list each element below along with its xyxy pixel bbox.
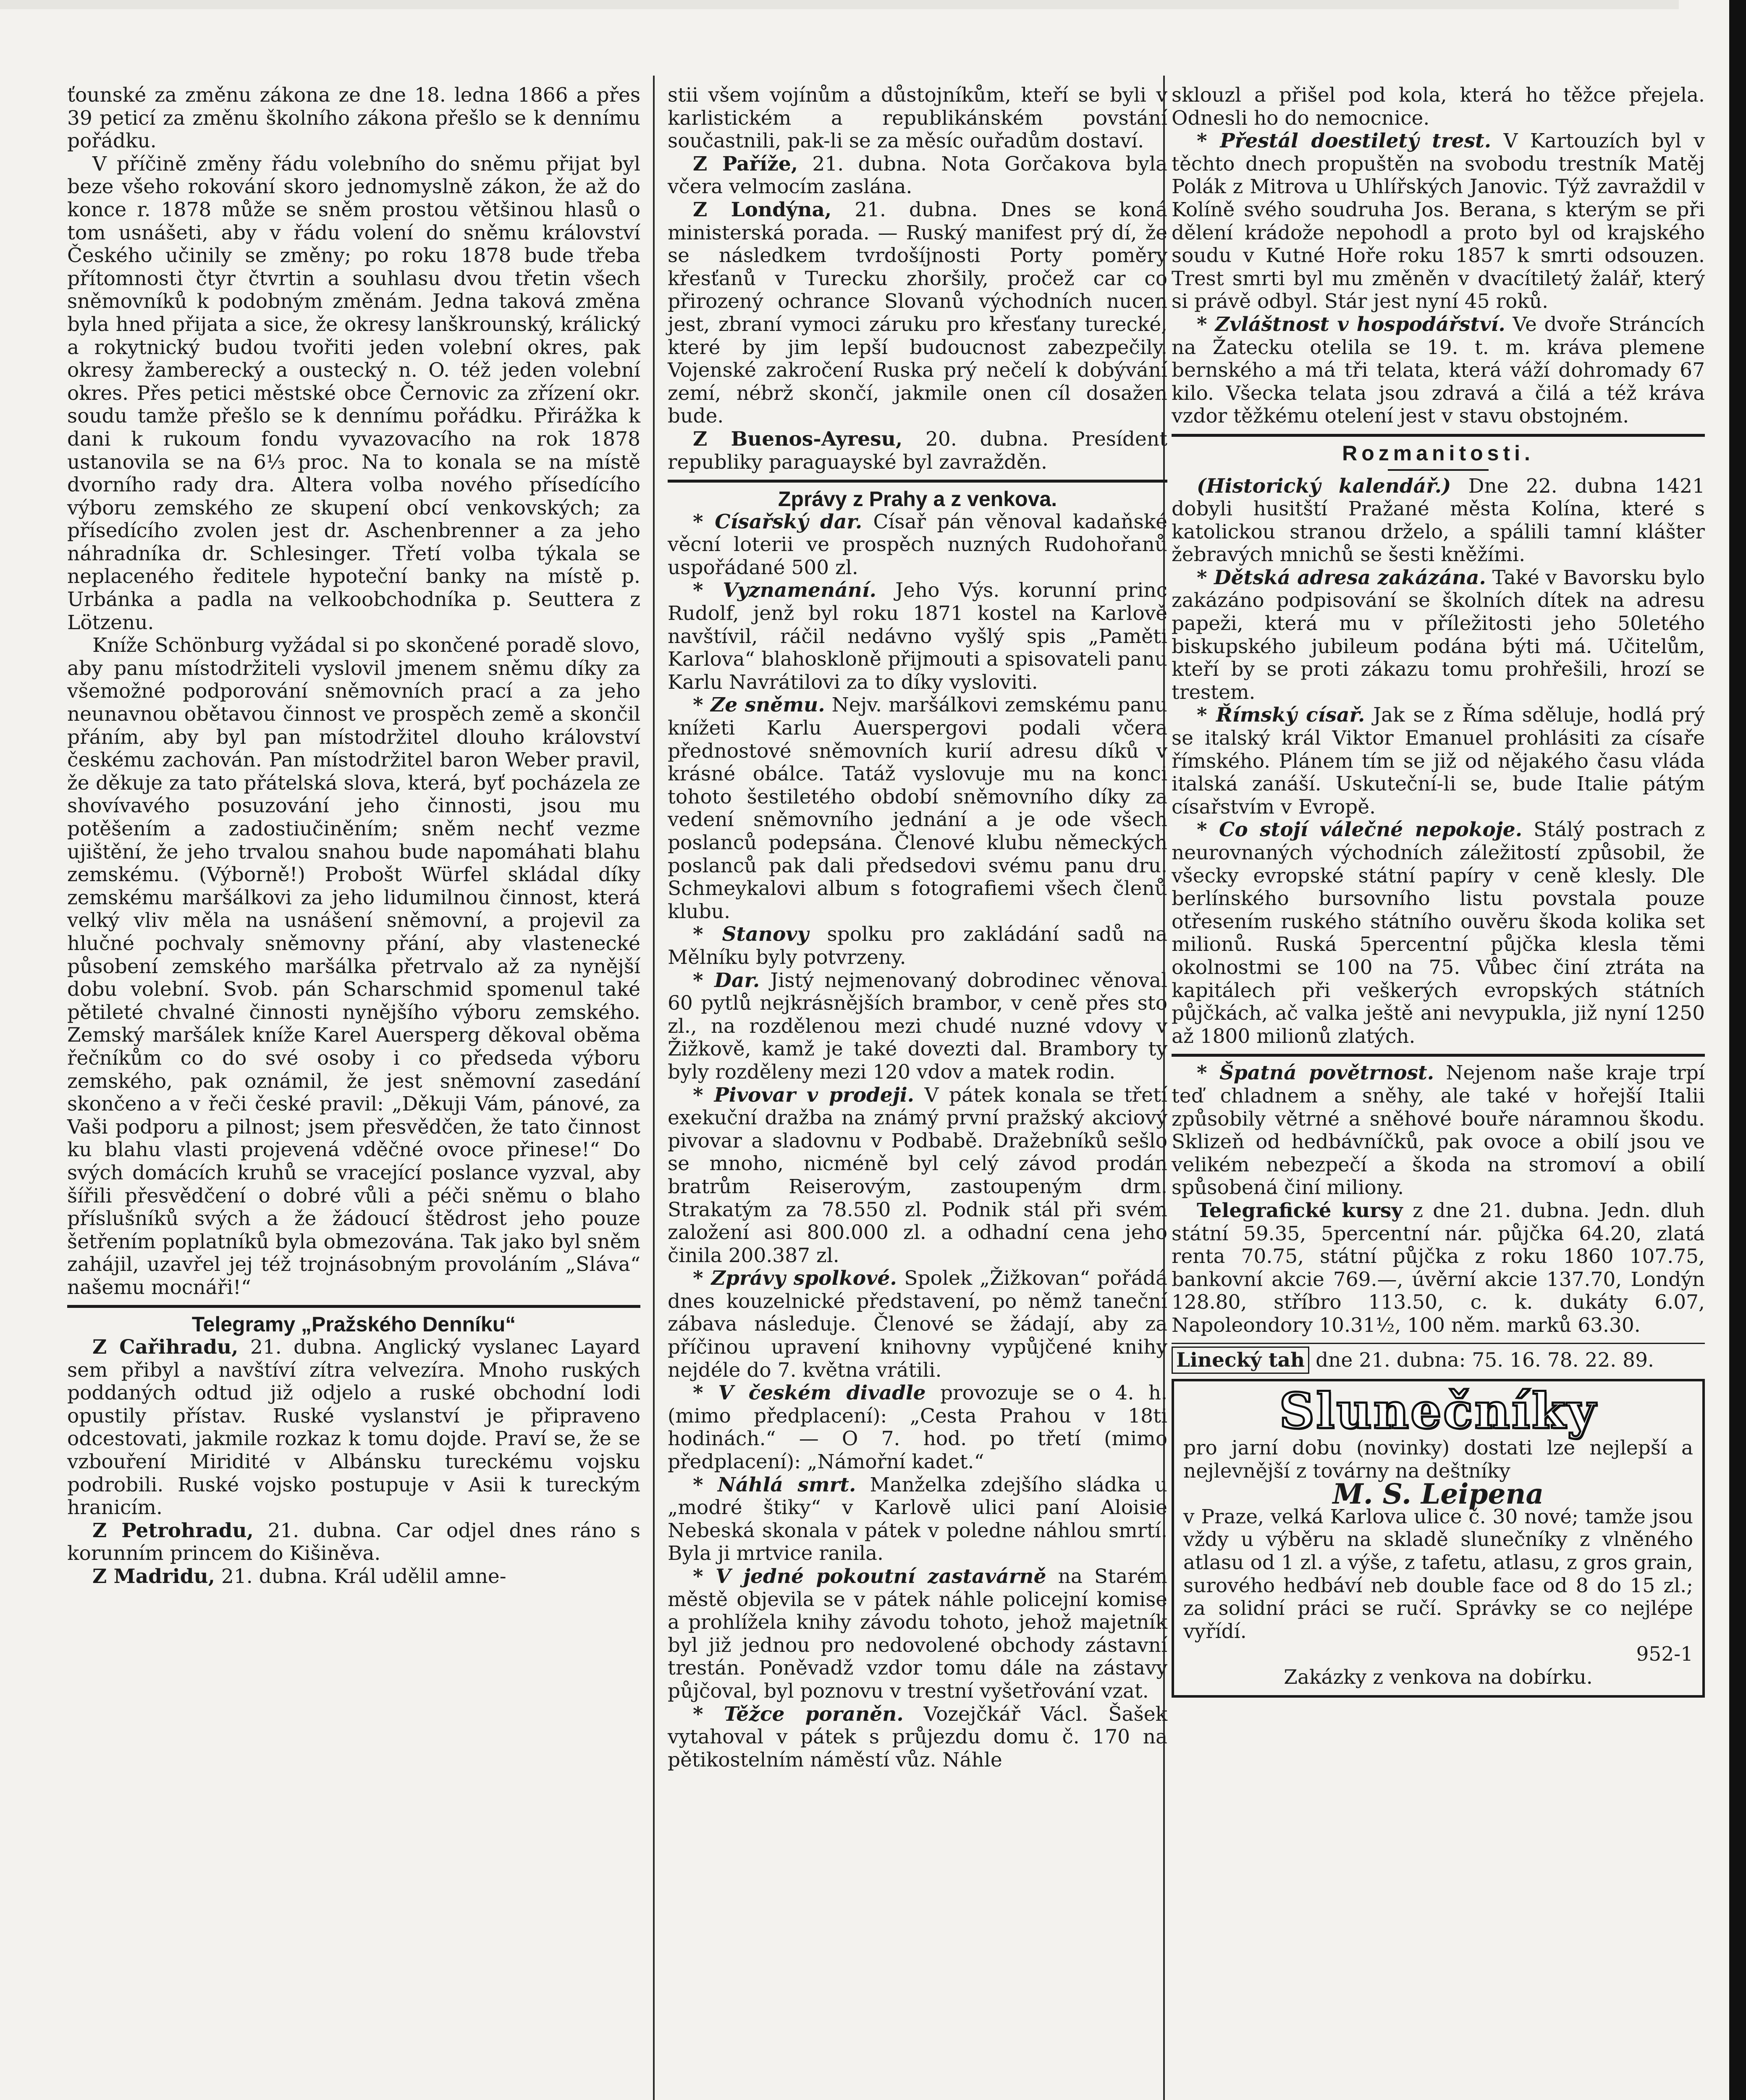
article-lead: * V českém divadle <box>693 1381 926 1405</box>
article-paragraph <box>668 1474 1167 1565</box>
article-text: 21. dubna. Dnes se koná ministerská porada. — Ruský manifest prý dí, že se následkem tvrdošíjnosti Porty poměry křesťanů v Turecku zhoršily, pročež car co přirozený ochrance Slovanů východních nucen jest, zbraní vymoci záruku pro křesťany turecké, které by jim lepší budoucnost zabezpečily. Vojenské zakročení Ruska prý nečelí k dobývání zemí, nébrž skončí, jakmile onen cíl dosažen bude. <box>668 198 1167 428</box>
article-paragraph <box>1172 567 1705 704</box>
section-heading: Telegramy „Pražského Denníku“ <box>191 1312 516 1336</box>
article-text: 21. dubna. Car odjel dnes ráno s korunním princem do Kišiněva. <box>67 1519 640 1565</box>
article-lead: * Těžce poraněn. <box>693 1702 904 1726</box>
article-lead: * Co stojí válečné nepokoje. <box>1197 818 1523 842</box>
article-lead: * Dar. <box>693 969 760 992</box>
article-paragraph <box>668 428 1167 474</box>
article-paragraph <box>67 84 640 153</box>
article-paragraph <box>668 923 1167 969</box>
section-rule <box>67 1305 640 1308</box>
ad-line-2: v Praze, velká Karlova ulice č. 30 nové; tamže jsou vždy u výběru na skladě slunečníky z vlněného atlasu od 1 zl. a výše, z tafetu, atlasu, z gros grain, surového hedbáví neb double face od 8 do 15 zl.; za solidní práci se ručí. Správky se co nejlépe vyřídí. <box>1183 1505 1693 1643</box>
article-paragraph <box>668 579 1167 694</box>
article-text: V Kartouzích byl v těchto dnech propuštěn na svobodu trestník Matěj Polák z Mitrova u Uhlířských Janovic. Týž zavraždil v Kolíně svého soudruha Jos. Berana, s kterým se při dělení krádože nepohodl a proto byl od krajského soudu v Kutné Hoře roku 1857 k smrti odsouzen. Trest smrti byl mu změněn v dvacítiletý žalář, který si právě odbyl. Stár jest nyní 45 roků. <box>1172 129 1705 313</box>
article-lead: * V jedné pokoutní zastavárně <box>693 1565 1046 1588</box>
article-paragraph <box>1172 475 1705 567</box>
article-lead: * Pivovar v prodeji. <box>693 1083 915 1107</box>
article-lead: Z Madridu, <box>92 1565 215 1588</box>
article-paragraph <box>67 1520 640 1565</box>
article-paragraph <box>668 969 1167 1084</box>
article-text: Císař pán věnoval kadaňské věcní loterii ve prospěch nuzných Rudohořanů uspořádané 500 zl. <box>668 510 1167 579</box>
article-text: Také v Bavorsku bylo zakázáno podpisování se školních dítek na adresu papeži, která mu v příležitosti jeho 50letého biskupského jubileum podána býti má. Učitelům, kteří by se proti zákazu tomu prohřešili, hrozí se trestem. <box>1172 566 1705 704</box>
article-lead: * Přestál doestiletý trest. <box>1197 129 1492 153</box>
article-lead: * Ze sněmu. <box>693 693 825 717</box>
article-paragraph <box>1172 84 1705 130</box>
section-rule <box>1172 434 1705 437</box>
article-text: Stálý postrach z neurovnaných východních záležitostí způsobil, že všecky evropské státní papíry v ceně klesly. Dle berlínského bursovního listu povstala pouze otřesením ruského státního ouvěru škoda kolika set milionů. Ruská 5percentní půjčka klesla těmi okolnostmi se 100 na 75. Vůbec činí ztráta na kapitálech při veškerých evropských státních půjčkách, ač valka ještě ani nevypukla, již nyní 1250 až 1800 milionů zlatých. <box>1172 818 1705 1048</box>
article-text: Manželka zdejšího sládka u „modré štiky“ v Karlově ulici paní Aloisie Nebeská skonala v pátek v poledne náhlou smrtí. Byla ji mrtvice ranila. <box>668 1473 1167 1565</box>
article-paragraph <box>668 199 1167 428</box>
ad-line-1: pro jarní dobu (novinky) dostati lze nejlepší a nejlevnější z továrny na deštníky <box>1183 1436 1693 1483</box>
article-lead: * Vyznamenání. <box>693 579 877 602</box>
article-text: stii všem vojínům a důstojníkům, kteří se byli v karlistickém a republikánském povstání součastnili, pak-li se za měsíc ouřadům dostaví. <box>668 84 1167 153</box>
article-paragraph <box>1172 1200 1705 1337</box>
article-text: 21. dubna. Anglický vyslanec Layard sem přibyl a navštíví zítra velvezíra. Mnoho ruských poddaných odtud již odjelo a ruské obchodní lodi opustily přístav. Ruské vyslanství je připraveno odcestovati, jakmile rozkaz k tomu dojde. Praví se, že se vzbouření Miridité v Albánsku tureckému vojsku podrobili. Ruské vojsko postupuje v Asii k tureckým hranicím. <box>67 1336 640 1520</box>
article-text: Nejv. maršálkovi zemskému panu knížeti Karlu Auerspergovi podali včera přednostové sněmovních kurií adresu díků v krásné obálce. Tatáž vyslovuje mu na konci tohoto šestiletého období sněmovního díky za vedení sněmovního jednání a je ode všech poslanců podepsána. Členové klubu německých poslanců pak dali předsedovi svému panu dru. Schmeykalovi album s fotografiemi všech členů klubu. <box>668 693 1167 923</box>
column-middle <box>668 84 1167 1772</box>
article-text: 21. dubna. Nota Gorčakova byla včera velmocím zaslána. <box>668 152 1167 199</box>
article-text: dne 21. dubna: 75. 16. 78. 22. 89. <box>1316 1349 1654 1372</box>
article-lead: * Špatná povětrnost. <box>1197 1061 1434 1085</box>
heading-underline <box>1388 469 1489 471</box>
section-rule <box>1172 1343 1705 1344</box>
article-lead: * Císařský dar. <box>693 510 863 533</box>
article-text: ťounské za změnu zákona ze dne 18. ledna 1866 a přes 39 peticí za změnu školního zákona přešlo se k dennímu pořádku. <box>67 84 640 153</box>
article-lead: * Náhlá smrt. <box>693 1473 856 1496</box>
article-paragraph <box>67 634 640 1299</box>
article-paragraph <box>1172 819 1705 1048</box>
ad-firm-name: M. S. Leipena <box>1332 1478 1544 1511</box>
article-text: z dne 21. dubna. Jedn. dluh státní 59.35, 5percentní nár. půjčka 64.20, zlatá renta 70.75, státní půjčka z roku 1860 107.75, bankovní akcie 769.—, úvěrní akcie 137.70, Londýn 128.80, stříbro 113.50, c. k. dukáty 6.07, Napoleondory 10.31½, 100 něm. marků 63.30. <box>1172 1199 1705 1337</box>
ad-line-3: Zakázky z venkova na dobírku. <box>1284 1666 1593 1689</box>
article-text: Kníže Schönburg vyžádal si po skončené poradě slovo, aby panu místodržiteli vyslovil jmenem sněmu díky za všemožné podporování sněmovních prací a za jeho neunavnou obětavou činnost ve prospěch země a skončil přáním, aby byl pan místodržitel dlouho království českému zachován. Pan místodržitel baron Weber pravil, že děkuje za tato přátelská slova, která, byť pocházela ze shovívavého posuzování jeho činnosti, jsou mu potěšením a zadostiučiněním; sněm nechť vezme ujištění, že jeho trvalou snahou bude napomáhati blahu zemskému. (Výborně!) Probošt Würfel skládal díky zemskému maršálkovi za jeho lidumilnou činnost, která velký vliv měla na usnášení sněmovní, a projevil za hlučné pochvaly sněmovny přání, aby vlastenecké působení zemského maršálka přetrvalo až za nynější dobu volební. Svob. pán Scharschmid spomenul také pětileté chvalné činnosti nynějšího výboru zemského. Zemský maršálek kníže Karel Auersperg děkoval oběma řečníkům co do své osoby i co předseda výboru zemského, pak oznámil, že jest sněmovní zasedání skončeno a v řeči české pravil: „Děkuji Vám, pánové, za Vaši podporu a pilnost; jsem přesvědčen, že tato činnost ku blahu vlasti projevená vděčné ovoce přinese!“ Do svých domácích kruhů se vracející poslance vyzval, aby šířili přesvědčení o dobré vůli a péči sněmu o blaho příslušníků svých a že žádoucí štědrost jeho pouze šetřením poplatníků byla obmezována. Tak jako byl sněm zahájil, uzavřel jej též trojnásobným provoláním „Sláva“ našemu mocnáři!“ <box>67 634 640 1299</box>
article-lead: Linecký tah <box>1172 1347 1309 1374</box>
article-paragraph <box>668 153 1167 199</box>
article-text: Dne 22. dubna 1421 dobyli husitští Pražané města Kolína, které s katolickou stranou drželo, a spálili tamní klášter žebravých mnichů se šesti kněžími. <box>1172 474 1705 567</box>
page-right-edge <box>1729 0 1746 2100</box>
section-rule <box>1172 1054 1705 1057</box>
column-divider-1 <box>653 76 655 2100</box>
article-lead: * Dětská adresa zakázána. <box>1197 566 1486 589</box>
article-paragraph <box>668 1382 1167 1473</box>
article-lead: * Zprávy spolkové. <box>693 1267 897 1290</box>
section-rule <box>668 480 1167 483</box>
article-text: Jeho Výs. korunní princ Rudolf, jenž byl roku 1871 kostel na Karlově navštívil, ráčil nedávno vyšlý spis „Paměti Karlova“ blahoskloně přijmouti a spisovateli panu Karlu Navrátilovi za to díky vysloviti. <box>668 579 1167 694</box>
article-paragraph <box>668 1703 1167 1772</box>
article-lead: * Stanovy <box>693 923 809 946</box>
section-heading: Rozmanitosti. <box>1342 441 1534 465</box>
article-text: Spolek „Žižkovan“ pořádá dnes kouzelnické představení, po němž taneční zábava následuje. Členové se žádají, aby za příčinou upravení knihovny vypůjčené knihy nejdéle do 7. května vrátili. <box>668 1267 1167 1382</box>
article-text: 21. dubna. Král udělil amne- <box>221 1565 506 1588</box>
article-text: na Starém městě objevila se v pátek náhle policejní komise a prohlížela knihy závodu tohoto, jehož majetník byl již jednou pro nedovolené obchody zástavní trestán. Poněvadž vzdor tomu dále na zástavy půjčoval, byl poznovu v trestní vyšetřování vzat. <box>668 1565 1167 1703</box>
article-paragraph <box>1172 704 1705 819</box>
advertisement-box <box>1172 1379 1705 1698</box>
article-text: 20. dubna. Presídent republiky paraguayské byl zavražděn. <box>668 427 1167 474</box>
column-right <box>1172 84 1705 1698</box>
article-paragraph <box>668 1267 1167 1382</box>
article-paragraph <box>668 694 1167 923</box>
article-text: provozuje se o 4. h. (mimo předplacení): „Cesta Prahou v 18ti hodinách.“ — O 7. hod. po třetí (mimo předplacení): „Námořní kadet.“ <box>668 1381 1167 1474</box>
article-paragraph <box>668 1565 1167 1703</box>
article-text: Jistý nejmenovaný dobrodinec věnoval 60 pytlů nejkrásnějších brambor, v ceně přes sto zl., na rozdělenou mezi chudé nuzné vdovy v Žižkově, kamž je také dovezti dal. Brambory ty byly rozděleny mezi 120 vdov a matek rodin. <box>668 969 1167 1084</box>
article-paragraph <box>1172 1062 1705 1200</box>
article-text: spolku pro zakládání sadů na Mělníku byly potvrzeny. <box>668 923 1167 969</box>
column-left <box>67 84 640 1588</box>
article-text: Nejenom naše kraje trpí teď chladnem a sněhy, ale také v hořejší Italii způsobily větrné a sněhové bouře náramnou škodu. Sklizeň od hedbávníčků, pak ovoce a obilí jsou ve velikém nebezpečí a škoda na stromoví a obilí spůsobená činí miliony. <box>1172 1061 1705 1200</box>
article-lead: * Římský císař. <box>1197 704 1365 727</box>
article-paragraph <box>1172 313 1705 428</box>
article-paragraph <box>1172 130 1705 313</box>
page-top-edge <box>0 0 1679 9</box>
article-paragraph <box>668 1084 1167 1268</box>
article-paragraph <box>67 1565 640 1588</box>
article-paragraph <box>67 1336 640 1520</box>
article-text: Vozejčkář Václ. Šašek vytahoval v pátek s průjezdu domu č. 170 na pětikostelním náměstí vůz. Náhle <box>668 1702 1167 1772</box>
article-paragraph <box>668 511 1167 580</box>
article-text: Ve dvoře Stráncích na Žatecku otelila se 19. t. m. kráva plemene bernského a má tři telata, která váží dohromady 67 kilo. Všecka telata jsou zdravá a čilá a též kráva vzdor těžkému otelení jest v stavu obstojném. <box>1172 312 1705 428</box>
section-heading: Zprávy z Prahy a z venkova. <box>778 487 1057 511</box>
article-lead: (Historický kalendář.) <box>1197 474 1451 498</box>
article-lead: Telegrafické kursy <box>1197 1199 1403 1222</box>
article-paragraph <box>668 84 1167 153</box>
article-text: V příčině změny řádu volebního do sněmu přijat byl beze všeho rokování skoro jednomyslně zákon, že až do konce r. 1878 může se sněm prostou většinou hlasů o tom usnášeti, aby v řádu volení do sněmu království Českého učinily se změny; po roku 1878 bude třeba přítomnosti čtyr čtvrtin a souhlasu dvou třetin všech sněmovníků k podobným změnám. Jedna taková změna byla hned přijata a sice, že okresy lanškrounský, králický a rokytnický budou tvořiti jeden volební okres, pak okresy žamberecký a oustecký n. O. též jeden volební okres. Přes petici městské obce Černovic za zřízení okr. soudu tamže přešlo se k dennímu pořádku. Přirážka k dani k rukoum fondu vyvazovacího na rok 1878 ustanovila se na 6⅓ proc. Na to konala se na místě dvorního rady dra. Altera volba nového přísedícího výboru zemského ze skupení obcí venkovských; za přísedícího zvolen jest dr. Aschenbrenner a za jeho náhradníka dr. Schlesinger. Třetí volba týkala se neplaceného ředitele hypoteční banky na místě p. Urbánka a padla na velkoobchodníka p. Seuttera z Lötzenu. <box>67 152 640 634</box>
article-lead: Z Cařihradu, <box>92 1336 239 1359</box>
article-text: sklouzl a přišel pod kola, která ho těžce přejela. Odnesli ho do nemocnice. <box>1172 84 1705 130</box>
article-text: V pátek konala se třetí exekuční dražba na známý první pražský akciový pivovar a sladovnu v Podbabě. Dražebníků sešlo se mnoho, nicméně byl celý závod prodán bratrům Reiserovým, zastoupeným drm. Strakatým za 78.550 zl. Podnik stál při svém založení asi 800.000 zl. a odhadní cena jeho činila 200.387 zl. <box>668 1083 1167 1267</box>
article-lead: Z Paříže, <box>693 152 798 176</box>
article-lead: * Zvláštnost v hospodářství. <box>1197 312 1505 336</box>
article-lead: Z Petrohradu, <box>92 1519 254 1542</box>
article-lead: Z Buenos-Ayresu, <box>693 427 903 451</box>
article-lead: Z Londýna, <box>693 198 832 221</box>
article-text: Jak se z Říma sděluje, hodlá prý se italský král Viktor Emanuel prohlásiti za císaře římského. Plánem tím se již od nějakého času vláda italská zanáší. Uskuteční-li se, bude Italie pátým císařstvím v Evropě. <box>1172 704 1705 819</box>
ad-code: 952-1 <box>1636 1643 1693 1666</box>
article-paragraph <box>67 153 640 634</box>
lottery-result <box>1172 1349 1705 1372</box>
ad-title: Slunečníky <box>1279 1383 1597 1440</box>
